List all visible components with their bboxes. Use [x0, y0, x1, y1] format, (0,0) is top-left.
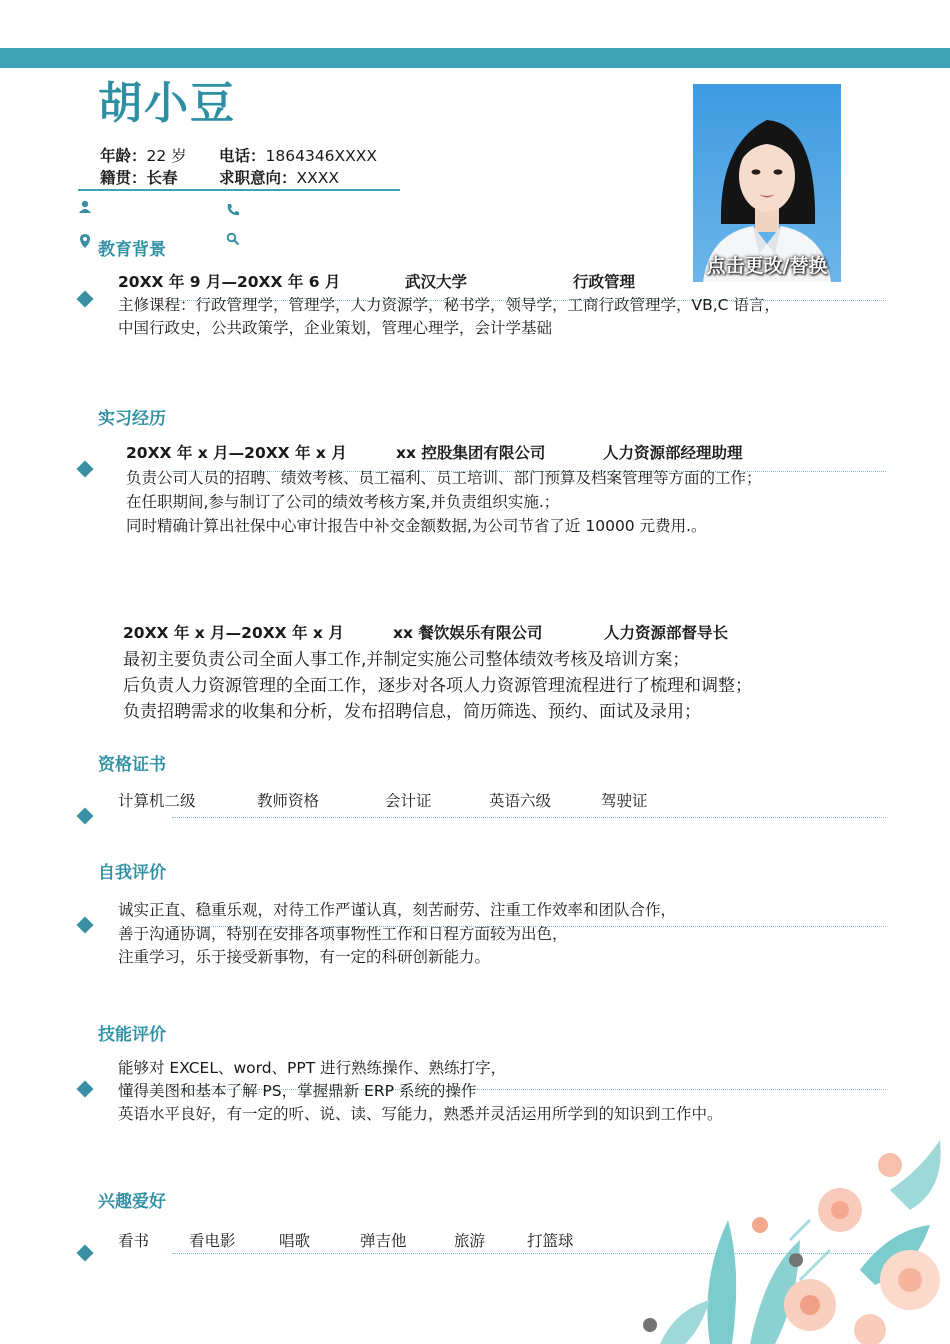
- education-school: 武汉大学: [405, 273, 468, 291]
- age-row: [100, 145, 187, 167]
- person-icon: [77, 199, 93, 215]
- intent-row: [219, 167, 339, 189]
- phone-row: [219, 145, 377, 167]
- header-divider: [78, 189, 400, 191]
- dotted-divider: [172, 1253, 886, 1254]
- job1-period: 20XX 年 x 月—20XX 年 x 月: [126, 444, 347, 462]
- photo-change-button[interactable]: 点击更改/替换: [706, 255, 828, 277]
- job2-company: xx 餐饮娱乐有限公司: [393, 624, 543, 642]
- section-title-internship: 实习经历: [98, 409, 166, 429]
- section-title-certificates: 资格证书: [98, 755, 166, 775]
- native-value: 长春: [146, 169, 178, 187]
- floral-decoration: [560, 1130, 950, 1344]
- section-title-hobbies: 兴趣爱好: [98, 1192, 166, 1212]
- age-label: 年龄：: [100, 147, 147, 165]
- certificate-item: 英语六级: [489, 792, 552, 810]
- phone-value: 1864346XXXX: [265, 147, 378, 165]
- education-courses-line: 中国行政史，公共政策学，企业策划，管理心理学，会计学基础: [118, 319, 553, 337]
- job2-detail-line: 后负责人力资源管理的全面工作，逐步对各项人力资源管理流程进行了梳理和调整；: [123, 676, 752, 696]
- candidate-name: 胡小豆: [98, 78, 236, 129]
- intent-label: 求职意向：: [219, 169, 297, 187]
- certificate-item: 会计证: [385, 792, 432, 810]
- section-title-skills: 技能评价: [98, 1025, 166, 1045]
- job2-detail-line: 负责招聘需求的收集和分析，发布招聘信息，简历筛选、预约、面试及录用；: [123, 702, 701, 722]
- job1-detail-line: 负责公司人员的招聘、绩效考核、员工福利、员工培训、部门预算及档案管理等方面的工作；: [126, 469, 762, 487]
- search-icon: [225, 231, 241, 247]
- self-eval-line: 善于沟通协调，特别在安排各项事物性工作和日程方面较为出色，: [118, 925, 568, 943]
- section-diamond-marker: [77, 1245, 94, 1262]
- intent-value: XXXX: [296, 169, 339, 187]
- age-value: 22 岁: [146, 147, 187, 165]
- education-major: 行政管理: [573, 273, 636, 291]
- hobby-item: 打篮球: [527, 1232, 574, 1250]
- education-period: 20XX 年 9 月—20XX 年 6 月: [118, 273, 341, 291]
- hobby-item: 唱歌: [279, 1232, 311, 1250]
- hobby-item: 弹吉他: [360, 1232, 407, 1250]
- job1-company: xx 控股集团有限公司: [396, 444, 546, 462]
- phone-label: 电话：: [219, 147, 266, 165]
- section-title-self-evaluation: 自我评价: [98, 863, 166, 883]
- self-eval-line: 诚实正直、稳重乐观，对待工作严谨认真，刻苦耐劳、注重工作效率和团队合作，: [118, 901, 677, 919]
- section-diamond-marker: [77, 808, 94, 825]
- top-accent-bar: [0, 48, 950, 68]
- job2-period: 20XX 年 x 月—20XX 年 x 月: [123, 624, 344, 642]
- dotted-divider: [172, 817, 886, 818]
- job1-detail-line: 在任职期间,参与制订了公司的绩效考核方案,并负责组织实施.；: [126, 493, 560, 511]
- education-courses-line: 主修课程：行政管理学，管理学，人力资源学，秘书学，领导学，工商行政管理学，VB,C 语言，: [118, 296, 780, 314]
- job1-role: 人力资源部经理助理: [603, 444, 743, 462]
- skills-line: 懂得美图和基本了解 PS，掌握鼎新 ERP 系统的操作: [118, 1082, 477, 1100]
- native-row: [100, 167, 178, 189]
- section-diamond-marker: [77, 1081, 94, 1098]
- job2-detail-line: 最初主要负责公司全面人事工作,并制定实施公司整体绩效考核及培训方案；: [123, 650, 690, 670]
- skills-line: 能够对 EXCEL、word、PPT 进行熟练操作、熟练打字，: [118, 1059, 507, 1077]
- certificate-item: 驾驶证: [601, 792, 648, 810]
- section-diamond-marker: [77, 461, 94, 478]
- hobby-item: 看书: [118, 1232, 150, 1250]
- job1-detail-line: 同时精确计算出社保中心审计报告中补交金额数据,为公司节省了近 10000 元费用.。: [126, 517, 707, 535]
- hobby-item: 看电影: [189, 1232, 236, 1250]
- hobby-item: 旅游: [454, 1232, 486, 1250]
- certificate-item: 教师资格: [257, 792, 320, 810]
- skills-line: 英语水平良好，有一定的听、说、读、写能力，熟悉并灵活运用所学到的知识到工作中。: [118, 1105, 723, 1123]
- certificate-item: 计算机二级: [118, 792, 196, 810]
- location-pin-icon: [77, 233, 93, 249]
- phone-icon: [225, 202, 241, 218]
- section-diamond-marker: [77, 917, 94, 934]
- self-eval-line: 注重学习，乐于接受新事物，有一定的科研创新能力。: [118, 948, 491, 966]
- section-diamond-marker: [77, 291, 94, 308]
- job2-role: 人力资源部督导长: [604, 624, 729, 642]
- native-label: 籍贯：: [100, 169, 147, 187]
- section-title-education: 教育背景: [98, 240, 166, 260]
